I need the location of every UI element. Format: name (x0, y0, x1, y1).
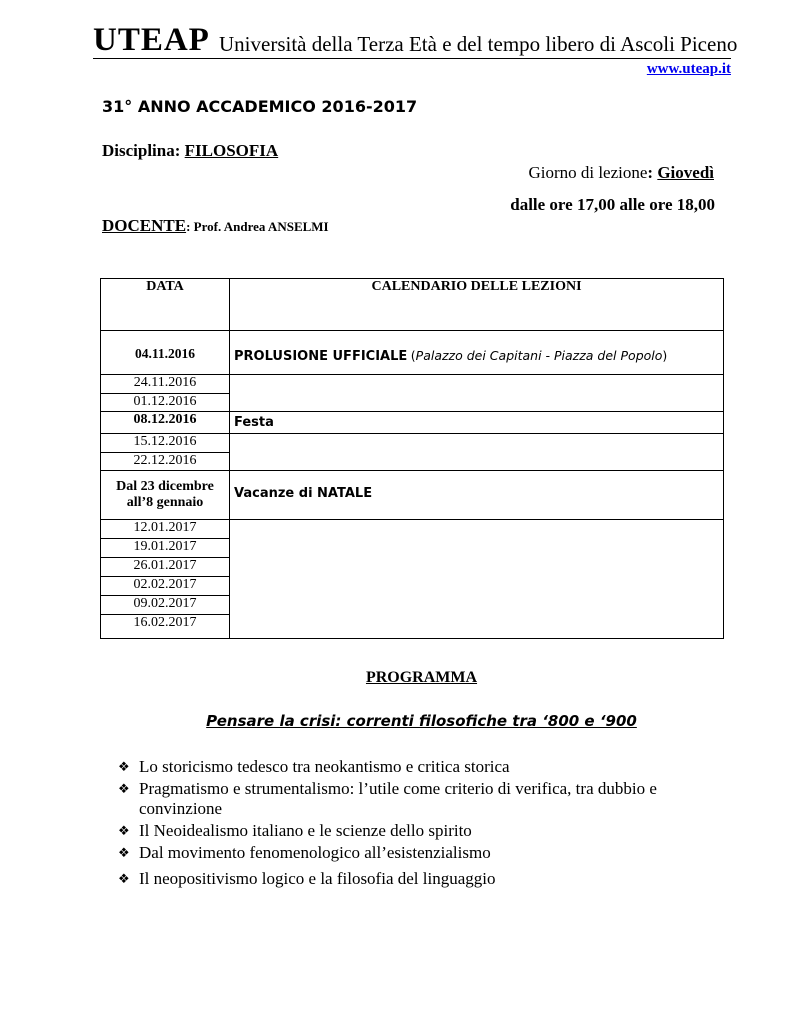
program-subtitle: Pensare la crisi: correnti filosofiche tra ‘800 e ‘900 (206, 712, 637, 730)
list-item (118, 843, 698, 863)
holiday-date-line2: all’8 gennaio (126, 495, 204, 510)
institution-name: Università della Terza Età e del tempo libero di Ascoli Piceno (219, 32, 738, 56)
row-content (230, 520, 724, 639)
program-title: PROGRAMMA (365, 669, 478, 686)
row-date: 15.12.2016 (101, 434, 230, 453)
diamond-bullet-icon: ❖ (118, 823, 130, 838)
list-item (118, 779, 698, 819)
row-date: 04.11.2016 (101, 331, 230, 375)
table-row (101, 375, 724, 394)
list-item (118, 821, 698, 841)
document-header (93, 22, 738, 59)
topic-text: Il Neoidealismo italiano e le scienze dello spirito (139, 821, 472, 840)
table-row (101, 331, 724, 375)
header-calendar: CALENDARIO DELLE LEZIONI (230, 279, 724, 331)
academic-year-heading: 31° ANNO ACCADEMICO 2016-2017 (102, 97, 418, 116)
row-date: 12.01.2017 (101, 520, 230, 539)
row-date: 24.11.2016 (101, 375, 230, 394)
diamond-bullet-icon: ❖ (118, 781, 130, 796)
event-title: PROLUSIONE UFFICIALE (234, 349, 408, 364)
event-paren-close: ) (662, 348, 668, 363)
row-date (101, 471, 230, 520)
row-date: 22.12.2016 (101, 453, 230, 471)
row-date: 01.12.2016 (101, 394, 230, 412)
diamond-bullet-icon: ❖ (118, 759, 130, 774)
row-content: Festa (230, 412, 724, 434)
event-paren-open: ( (410, 348, 416, 363)
row-date: 02.02.2017 (101, 577, 230, 596)
row-date: 09.02.2017 (101, 596, 230, 615)
topic-text: Lo storicismo tedesco tra neokantismo e critica storica (139, 757, 510, 776)
lesson-day-label: Giorno di lezione (528, 163, 648, 182)
table-header-row (101, 279, 724, 331)
row-date: 19.01.2017 (101, 539, 230, 558)
diamond-bullet-icon: ❖ (118, 871, 130, 886)
header-date: DATA (101, 279, 230, 331)
topic-text: Dal movimento fenomenologico all’esistenzialismo (139, 843, 491, 862)
table-row (101, 434, 724, 453)
teacher-line (102, 216, 329, 236)
list-item (118, 757, 698, 777)
topic-text: Il neopositivismo logico e la filosofia del linguaggio (139, 869, 496, 888)
topic-list (118, 757, 698, 891)
website-link[interactable]: www.uteap.it (646, 61, 731, 77)
table-row (101, 471, 724, 520)
lesson-day-value: Giovedì (657, 163, 714, 182)
teacher-label: DOCENTE (102, 216, 187, 235)
teacher-name: : Prof. Andrea ANSELMI (186, 219, 329, 234)
discipline-label: Disciplina: (102, 141, 181, 160)
calendar-table (100, 278, 724, 639)
row-date: 16.02.2017 (101, 615, 230, 639)
table-row (101, 412, 724, 434)
holiday-date-line1: Dal 23 dicembre (116, 479, 214, 494)
brand-name: UTEAP (93, 22, 210, 58)
row-content (230, 375, 724, 412)
lesson-day-separator: : (647, 163, 654, 182)
row-content: Vacanze di NATALE (230, 471, 724, 520)
row-date: 26.01.2017 (101, 558, 230, 577)
table-row (101, 520, 724, 539)
event-place: Palazzo dei Capitani - Piazza del Popolo (415, 348, 663, 363)
discipline-line (102, 141, 278, 161)
row-date: 08.12.2016 (101, 412, 230, 434)
lesson-day-line (528, 163, 714, 183)
row-content (230, 331, 724, 375)
list-item (118, 869, 698, 889)
discipline-value: FILOSOFIA (184, 141, 279, 160)
row-content (230, 434, 724, 471)
diamond-bullet-icon: ❖ (118, 845, 130, 860)
lesson-hours: dalle ore 17,00 alle ore 18,00 (510, 195, 715, 214)
topic-text: Pragmatismo e strumentalismo: l’utile come criterio di verifica, tra dubbio e convinzione (139, 779, 657, 818)
